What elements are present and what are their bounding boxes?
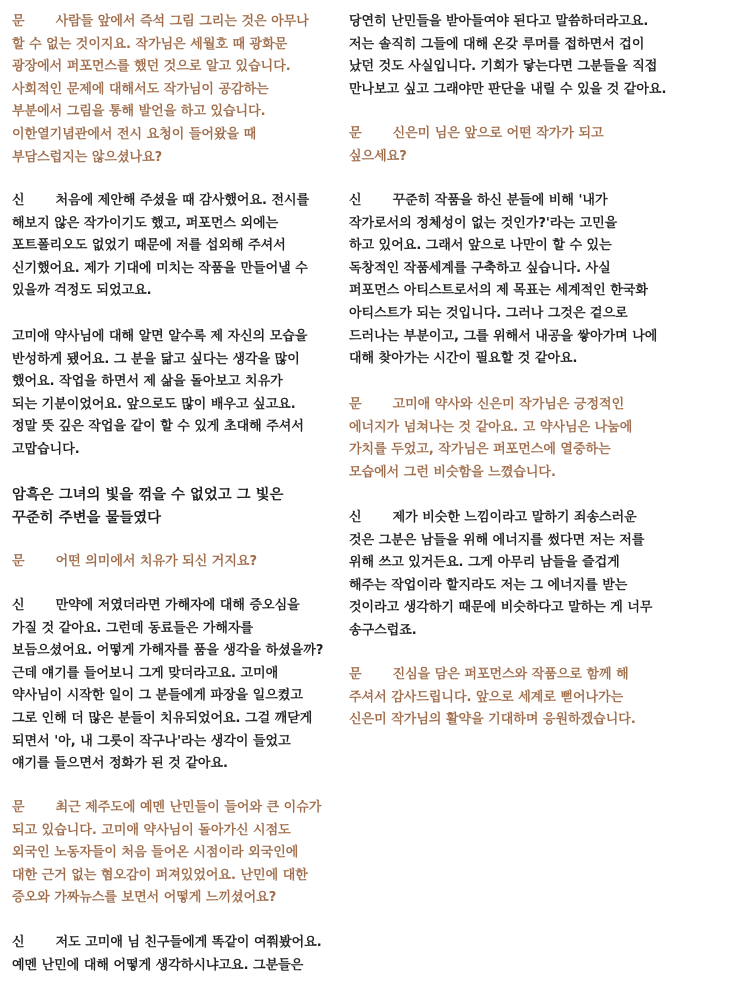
speaker-label: 문: [349, 397, 362, 412]
speaker-label: 신: [349, 510, 362, 525]
text-line: 예멘 난민에 대해 어떻게 생각하시냐고요. 그분들은: [12, 957, 304, 973]
text-line: 작가로서의 정체성이 없는 것인가?'라는 고민을: [349, 215, 618, 231]
text-line: 가치를 두었고, 작가님은 퍼포먼스에 열중하는: [349, 442, 611, 458]
answer-block: [12, 932, 342, 977]
text-line: 드러나는 부분이고, 그를 위해서 내공을 쌓아가며 나에: [349, 328, 658, 344]
speaker-label: 문: [349, 667, 362, 682]
text-line: 퍼포먼스 아티스트로서의 제 목표는 세계적인 한국화: [349, 283, 648, 299]
text-line: 사회적인 문제에 대해서도 작가님이 공감하는: [12, 81, 269, 97]
answer-block: [349, 507, 679, 643]
text-line: 저는 솔직히 그들에 대해 온갖 루머를 접하면서 겁이: [349, 36, 645, 52]
text-line: 대해 찾아가는 시간이 필요할 것 같아요.: [349, 351, 578, 367]
text-line: 할 수 없는 것이지요. 작가님은 세월호 때 광화문: [12, 36, 288, 52]
text-line: 정말 뜻 깊은 작업을 같이 할 수 있게 초대해 주셔서: [12, 419, 304, 435]
text-line: 보듬으셨어요. 어떻게 가해자를 품을 생각을 하셨을까?: [12, 643, 324, 659]
question-block: [349, 394, 679, 484]
text-line: 모습에서 그런 비슷함을 느꼈습니다.: [349, 464, 556, 480]
text-line: 신은미 작가님의 활약을 기대하며 응원하겠습니다.: [349, 712, 636, 728]
text-line: 대한 근거 없는 혐오감이 퍼져있었어요. 난민에 대한: [12, 867, 308, 883]
text-line: 반성하게 됐어요. 그 분을 닮고 싶다는 생각을 많이: [12, 351, 300, 367]
text-line: 신 처음에 제안해 주셨을 때 감사했어요. 전시를: [12, 190, 342, 213]
text-line: 것은 그분은 남들을 위해 에너지를 썼다면 저는 저를: [349, 532, 645, 548]
speaker-label: 문: [349, 126, 362, 141]
heading-line: 암흑은 그녀의 빛을 꺾을 수 없었고 그 빛은: [12, 487, 284, 503]
speaker-label: 신: [12, 193, 25, 208]
question-block: [349, 123, 679, 168]
text-line: 해주는 작업이라 할지라도 저는 그 에너지를 받는: [349, 577, 628, 593]
answer-block: [12, 595, 342, 776]
text-line: 하고 있어요. 그래서 앞으로 나만이 할 수 있는: [349, 238, 612, 254]
text-line: 당연히 난민들을 받아들여야 된다고 말씀하더라고요.: [349, 14, 649, 29]
text-line: 신 꾸준히 작품을 하신 분들에 비해 '내가: [349, 190, 679, 213]
text-line: 에너지가 넘쳐나는 것 같아요. 고 약사님은 나눔에: [349, 419, 633, 435]
answer-paragraph: [12, 326, 342, 462]
speaker-label: 문: [12, 14, 25, 29]
text-line: 났던 것도 사실입니다. 기회가 닿는다면 그분들을 직접: [349, 59, 658, 75]
answer-block: [349, 190, 679, 371]
text-line: 광장에서 퍼포먼스를 했던 것으로 알고 있습니다.: [12, 59, 291, 75]
text-line: 부분에서 그림을 통해 발언을 하고 있습니다.: [12, 104, 266, 120]
text-line: 문 사람들 앞에서 즉석 그림 그리는 것은 아무나: [12, 11, 342, 34]
text-line: 아티스트가 되는 것입니다. 그러나 그것은 겉으로: [349, 305, 628, 321]
question-block: [12, 797, 342, 910]
text-line: 문 진심을 담은 퍼포먼스와 작품으로 함께 해: [349, 664, 679, 687]
text-line: 고미애 약사님에 대해 알면 알수록 제 자신의 모습을: [12, 329, 308, 344]
question-block: [349, 664, 679, 732]
text-line: 위해 쓰고 있거든요. 그게 아무리 남들을 즐겁게: [349, 555, 620, 571]
question-block: [12, 11, 342, 169]
text-line: 얘기를 들으면서 정화가 된 것 같아요.: [12, 756, 228, 772]
text-line: 신 만약에 저였더라면 가해자에 대해 증오심을: [12, 595, 342, 618]
text-line: 고맙습니다.: [12, 441, 80, 457]
text-line: 가질 것 같아요. 그런데 동료들은 가해자를: [12, 620, 254, 636]
text-line: 신기했어요. 제가 기대에 미치는 작품을 만들어낼 수: [12, 260, 308, 276]
text-line: 포트폴리오도 없었기 때문에 저를 섭외해 주셔서: [12, 238, 286, 254]
text-line: 근데 얘기를 들어보니 그게 맞더라고요. 고미애: [12, 665, 279, 681]
text-line: 송구스럽죠.: [349, 622, 417, 638]
text-line: 문 어떤 의미에서 치유가 되신 거지요?: [12, 551, 342, 574]
text-line: 독창적인 작품세계를 구축하고 싶습니다. 사실: [349, 260, 611, 276]
text-line: 되는 기분이었어요. 앞으로도 많이 배우고 싶고요.: [12, 396, 296, 412]
speaker-label: 문: [12, 554, 25, 569]
text-line: 외국인 노동자들이 처음 들어온 시점이라 외국인에: [12, 845, 299, 861]
text-line: 문 최근 제주도에 예멘 난민들이 들어와 큰 이슈가: [12, 797, 342, 820]
text-line: 주셔서 감사드립니다. 앞으로 세계로 뻗어나가는: [349, 689, 624, 705]
text-line: 만나보고 싶고 그래야만 판단을 내릴 수 있을 것 같아요.: [349, 81, 667, 97]
text-line: 증오와 가짜뉴스를 보면서 어떻게 느끼셨어요?: [12, 890, 277, 906]
section-heading: [12, 484, 342, 530]
text-line: 문 고미애 약사와 신은미 작가님은 긍정적인: [349, 394, 679, 417]
text-line: 했어요. 작업을 하면서 제 삶을 돌아보고 치유가: [12, 374, 283, 390]
speaker-label: 문: [12, 800, 25, 815]
text-line: 부담스럽지는 않으셨나요?: [12, 149, 163, 165]
text-line: 신 제가 비슷한 느낌이라고 말하기 죄송스러운: [349, 507, 679, 530]
answer-continuation: [349, 11, 679, 101]
text-line: 문 신은미 님은 앞으로 어떤 작가가 되고: [349, 123, 679, 146]
text-line: 되면서 '아, 내 그릇이 작구나'라는 생각이 들었고: [12, 733, 291, 749]
text-line: 것이라고 생각하기 때문에 비슷하다고 말하는 게 너무: [349, 600, 653, 616]
heading-line: 꾸준히 주변을 물들였다: [12, 509, 162, 526]
text-line: 신 저도 고미애 님 친구들에게 똑같이 여쭤봤어요.: [12, 932, 342, 955]
answer-block: [12, 190, 342, 303]
text-line: 싶으세요?: [349, 148, 407, 164]
text-line: 그로 인해 더 많은 분들이 치유되었어요. 그걸 깨닫게: [12, 710, 313, 726]
text-line: 되고 있습니다. 고미애 약사님이 돌아가신 시점도: [12, 822, 291, 838]
text-line: 있을까 걱정도 되었고요.: [12, 283, 152, 299]
speaker-label: 신: [12, 598, 25, 613]
speaker-label: 신: [12, 935, 25, 950]
speaker-label: 신: [349, 193, 362, 208]
question-block: [12, 551, 342, 574]
text-line: 약사님이 시작한 일이 그 분들에게 파장을 일으켰고: [12, 688, 303, 704]
text-line: 이한열기념관에서 전시 요청이 들어왔을 때: [12, 126, 257, 142]
text-line: 해보지 않은 작가이기도 했고, 퍼포먼스 외에는: [12, 215, 279, 231]
